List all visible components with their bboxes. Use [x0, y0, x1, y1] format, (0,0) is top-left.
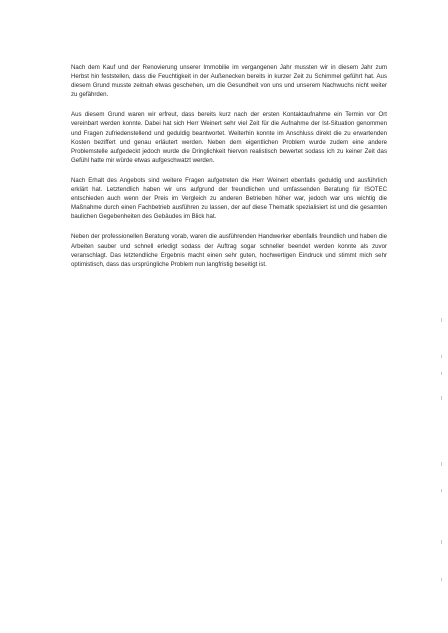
paragraph-3: Nach Erhalt des Angebots sind weitere Fragen aufgetreten die Herr Weinert ebenfalls geduldig und ausführlich erklärt hat. Letztendlich haben wir uns aufgrund der freundlichen und umfassenden Beratung für ISOTEC entschieden auch wenn der Preis im Vergleich zu anderen Betrieben höher war, jedoch war uns wichtig die Maßnahme durch einen Fachbetrieb ausführen zu lassen, der auf diese Thematik spezialisiert ist und die gesamten baulichen Gegebenheiten des Gebäudes im Blick hat. [71, 176, 387, 221]
scan-edge-mark [441, 578, 442, 581]
scan-edge-mark [441, 318, 442, 322]
paragraph-2: Aus diesem Grund waren wir erfreut, dass bereits kurz nach der ersten Kontaktaufnahme ein Termin vor Ort vereinbart werden konnte. Dabei hat sich Herr Weinert sehr viel Zeit für die Aufnahme der Ist-Situation genommen und Fragen zufriedenstellend und geduldig beantwortet. Weiterhin konnte im Anschluss direkt die zu erwartenden Kosten beziffert und genau erläutert werden. Neben dem eigentlichen Problem wurde zudem eine andere Problemstelle aufgedeckt jedoch wurde die Dringlichkeit hiervon realistisch bewertet sodass ich zu keiner Zeit das Gefühl hatte mir würde etwas aufgeschwatzt werden. [71, 111, 387, 164]
scan-edge-mark [441, 372, 442, 375]
body-text [71, 63, 387, 279]
scan-edge-mark [441, 462, 442, 466]
paragraph-4: Neben der professionellen Beratung vorab, waren die ausführenden Handwerker ebenfalls freundlich und haben die Arbeiten sauber und schnell erledigt sodass der Auftrag sogar schneller beendet werden konnte als zuvor veranschlagt. Das letztendliche Ergebnis macht einen sehr guten, hochwertigen Eindruck und stimmt mich sehr optimistisch, dass das ursprüngliche Problem nun langfristig beseitigt ist. [71, 233, 387, 268]
paragraph-1: Nach dem Kauf und der Renovierung unserer Immobilie im vergangenen Jahr mussten wir in diesem Jahr zum Herbst hin feststellen, dass die Feuchtigkeit in der Außenecken bereits in kurzer Zeit zu Schimmel geführt hat. Aus diesem Grund musste zeitnah etwas geschehen, um die Gesundheit von uns und unserem Nachwuchs nicht weiter zu gefährden. [71, 64, 387, 99]
scan-edge-mark [441, 540, 442, 544]
scan-edge-mark [441, 396, 442, 400]
scan-edge-mark [441, 489, 442, 492]
scan-edge-mark [441, 355, 442, 358]
